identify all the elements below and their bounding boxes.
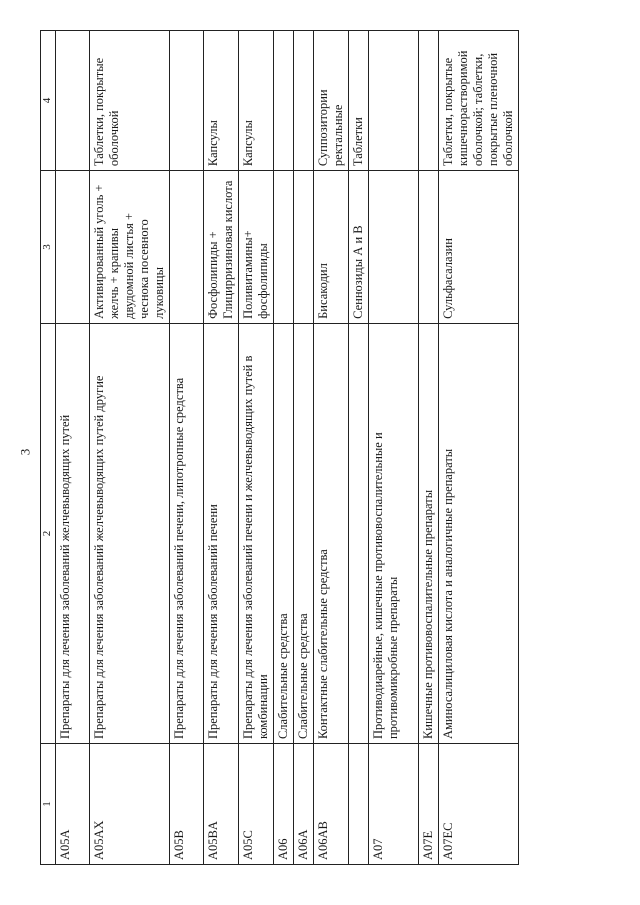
table-row xyxy=(369,31,419,865)
cell-substance xyxy=(274,171,294,324)
cell-code: A06 xyxy=(274,744,294,865)
table-row xyxy=(204,31,239,865)
table-row xyxy=(294,31,314,865)
cell-substance xyxy=(369,171,419,324)
cell-code: A07 xyxy=(369,744,419,865)
cell-group: Препараты для лечения заболеваний печени и желчевыводящих путей в комбинации xyxy=(239,323,274,743)
table-row xyxy=(349,31,369,865)
header-col-3: 3 xyxy=(41,171,56,324)
table-row xyxy=(314,31,349,865)
cell-group: Препараты для лечения заболеваний желчевыводящих путей xyxy=(56,323,90,743)
cell-form: Суппозитории ректальные xyxy=(314,31,349,171)
cell-form: Таблетки xyxy=(349,31,369,171)
cell-substance: Бисакодил xyxy=(314,171,349,324)
cell-form xyxy=(56,31,90,171)
cell-substance: Активированный уголь + желчь + крапивы двудомной листья + чеснока посевного луковицы xyxy=(90,171,170,324)
cell-form: Таблетки, покрытые оболочкой xyxy=(90,31,170,171)
cell-form: Капсулы xyxy=(204,31,239,171)
cell-form xyxy=(170,31,204,171)
table-row xyxy=(419,31,439,865)
cell-code xyxy=(349,744,369,865)
cell-form: Таблетки, покрытые кишечнорастворимой оболочкой; таблетки, покрытые пленочной оболочкой xyxy=(439,31,519,171)
cell-code: A06A xyxy=(294,744,314,865)
table-row xyxy=(439,31,519,865)
table-row xyxy=(56,31,90,865)
cell-code: A05AX xyxy=(90,744,170,865)
rotated-table-wrapper xyxy=(40,30,590,865)
cell-group: Слабительные средства xyxy=(274,323,294,743)
cell-code: A05C xyxy=(239,744,274,865)
cell-substance: Сульфасалазин xyxy=(439,171,519,324)
cell-group: Кишечные противовоспалительные препараты xyxy=(419,323,439,743)
cell-group xyxy=(349,323,369,743)
cell-group: Контактные слабительные средства xyxy=(314,323,349,743)
header-col-4: 4 xyxy=(41,31,56,171)
cell-group: Препараты для лечения заболеваний желчевыводящих путей другие xyxy=(90,323,170,743)
cell-group: Аминосалициловая кислота и аналогичные препараты xyxy=(439,323,519,743)
cell-group: Противодиарейные, кишечные противовоспалительные и противомикробные препараты xyxy=(369,323,419,743)
cell-code: A07EC xyxy=(439,744,519,865)
page-number: 3 xyxy=(17,448,33,456)
header-col-2: 2 xyxy=(41,323,56,743)
cell-form xyxy=(419,31,439,171)
cell-substance xyxy=(56,171,90,324)
cell-substance xyxy=(294,171,314,324)
cell-code: A05A xyxy=(56,744,90,865)
cell-substance xyxy=(170,171,204,324)
cell-form xyxy=(274,31,294,171)
cell-group: Слабительные средства xyxy=(294,323,314,743)
drug-table xyxy=(40,30,519,865)
table-row xyxy=(90,31,170,865)
cell-code: A05BA xyxy=(204,744,239,865)
cell-form: Капсулы xyxy=(239,31,274,171)
cell-code: A07E xyxy=(419,744,439,865)
cell-code: A05B xyxy=(170,744,204,865)
cell-form xyxy=(369,31,419,171)
cell-substance: Поливитамины+ фосфолипиды xyxy=(239,171,274,324)
cell-code: A06AB xyxy=(314,744,349,865)
header-col-1: 1 xyxy=(41,744,56,865)
cell-group: Препараты для лечения заболеваний печени xyxy=(204,323,239,743)
table-row xyxy=(170,31,204,865)
table-row xyxy=(239,31,274,865)
cell-substance: Фосфолипиды + Глицирризиновая кислота xyxy=(204,171,239,324)
cell-substance xyxy=(419,171,439,324)
cell-substance: Сеннозиды А и В xyxy=(349,171,369,324)
table-row xyxy=(274,31,294,865)
cell-group: Препараты для лечения заболеваний печени, липотропные средства xyxy=(170,323,204,743)
header-row xyxy=(41,31,56,865)
cell-form xyxy=(294,31,314,171)
